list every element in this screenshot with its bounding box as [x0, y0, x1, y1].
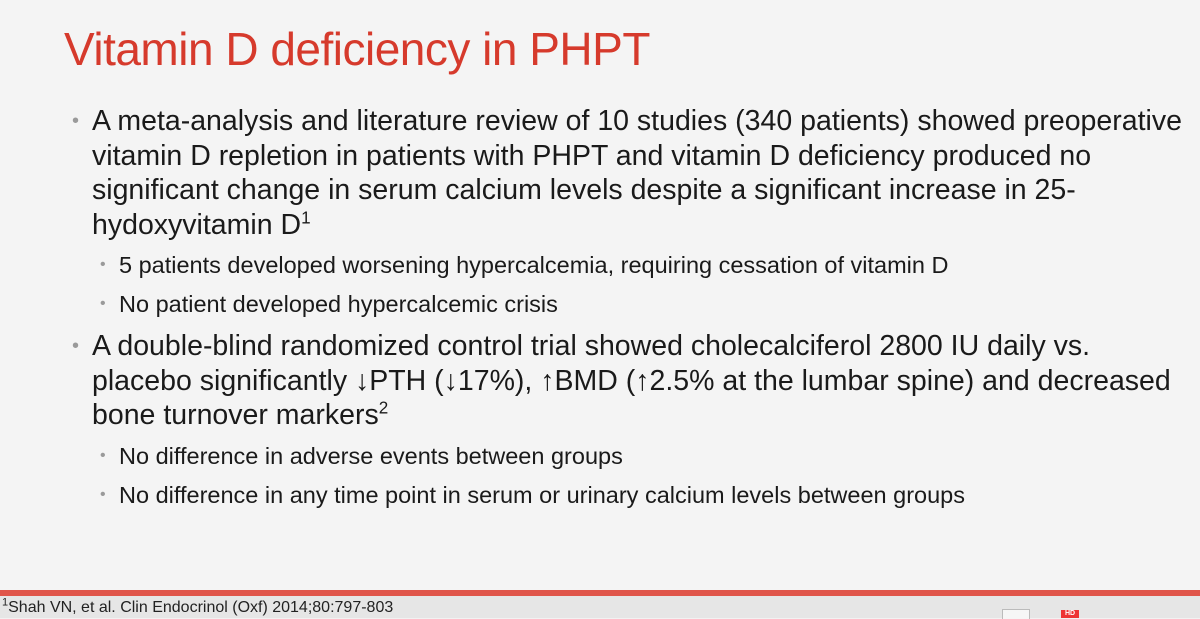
footer-bar [0, 596, 1200, 618]
bullet-dot-icon: • [100, 446, 106, 464]
sub-bullet-text: No difference in adverse events between groups [119, 442, 623, 469]
bullet-dot-icon: • [72, 335, 80, 357]
bullet-text: A double-blind randomized control trial showed cholecalciferol 2800 IU daily vs. placebo significantly ↓PTH (↓17%), ↑BMD (↑2.5% at the lumbar spine) and decreased bone turnover markers [92, 330, 1171, 431]
bullet-dot-icon: • [100, 256, 106, 273]
sub-bullet [72, 290, 1182, 318]
bullet-meta-analysis [72, 104, 1182, 242]
bullet-rct [72, 329, 1182, 433]
bullet-dot-icon: • [72, 110, 80, 132]
sub-bullet [72, 251, 1182, 279]
slide-title: Vitamin D deficiency in PHPT [64, 23, 650, 75]
bullet-dot-icon: • [100, 295, 106, 312]
sub-bullet [72, 442, 1182, 470]
sub-bullet-text: 5 patients developed worsening hypercalcemia, requiring cessation of vitamin D [119, 252, 949, 278]
sub-bullet [72, 481, 1182, 509]
footnote-text: Shah VN, et al. Clin Endocrinol (Oxf) 2014;80:797-803 [8, 599, 394, 616]
slide-content [72, 104, 1182, 520]
citation-ref: 1 [301, 208, 311, 227]
citation-ref: 2 [378, 398, 389, 418]
footnote [2, 596, 394, 617]
sub-bullet-text: No patient developed hypercalcemic crisis [119, 291, 558, 317]
bullet-text: A meta-analysis and literature review of 10 studies (340 patients) showed preoperative vitamin D repletion in patients with PHPT and vitamin D deficiency produced no significant change in serum calcium levels despite a significant increase in 25-hydoxyvitamin D [92, 105, 1182, 241]
sub-bullet-text: No difference in any time point in serum or urinary calcium levels between groups [119, 481, 965, 508]
hd-quality-button[interactable]: HD [1061, 610, 1079, 618]
footnote-ref: 1 [2, 596, 9, 609]
bullet-dot-icon: • [100, 485, 106, 503]
